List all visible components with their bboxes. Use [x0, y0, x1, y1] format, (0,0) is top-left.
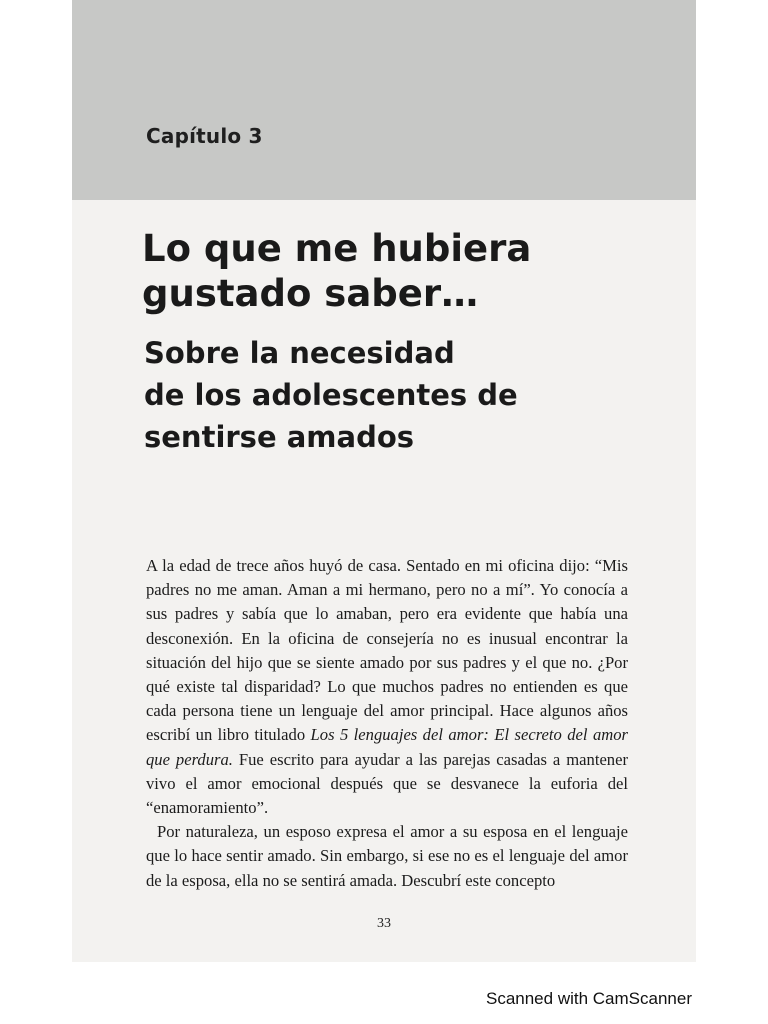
book-title-italic: Los 5 lenguajes del amor: El secreto del amor que perdura.: [146, 725, 628, 769]
book-page: [72, 0, 696, 962]
chapter-header-band: [72, 0, 696, 200]
chapter-subtitle-line: sentirse amados: [144, 420, 415, 454]
paragraph-text: Fue escrito para ayudar a las parejas casadas a mantener vivo el amor emocional después que se desvanece la euforia del “enamoramiento”.: [146, 749, 628, 818]
paragraph: Por naturaleza, un esposo expresa el amor a su esposa en el lenguaje que lo hace sentir amado. Sin embargo, si ese no es el lenguaje del amor de la esposa, ella no se sentirá amada. Descubrí este concepto: [146, 822, 628, 890]
chapter-title-line: Lo que me hubiera: [142, 227, 532, 270]
paragraph-text: A la edad de trece años huyó de casa. Sentado en mi oficina dijo: “Mis padres no me aman. Aman a mi hermano, pero no a mí”. Yo conocía a sus padres y sabía que lo amaban, pero era evidente que había una desconexión. En la oficina de consejería no es inusual encontrar la situación del hijo que se siente amado por sus padres y el que no. ¿Por qué existe tal disparidad? Lo que muchos padres no entienden es que cada persona tiene un lenguaje del amor principal. Hace algunos años escribí un libro titulado: [146, 556, 628, 745]
page-number: 33: [377, 916, 391, 931]
chapter-label: Capítulo 3: [146, 124, 263, 148]
chapter-title: [142, 226, 662, 316]
chapter-title-line: gustado saber…: [142, 272, 479, 315]
chapter-subtitle-line: Sobre la necesidad: [144, 336, 455, 370]
chapter-subtitle: [144, 332, 664, 458]
paragraph: [146, 554, 628, 820]
body-text: [146, 554, 628, 893]
chapter-subtitle-line: de los adolescentes de: [144, 378, 518, 412]
scanner-watermark: Scanned with CamScanner: [485, 989, 692, 1008]
